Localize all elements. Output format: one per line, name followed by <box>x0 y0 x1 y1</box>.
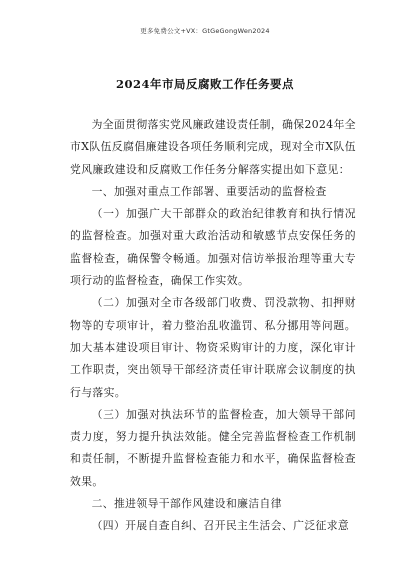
paragraph-intro: 为全面贯彻落实党风廉政建设责任制，确保2024年全市X队伍反腐倡廉建设各项任务顺利完成，现对全市X队伍党风廉政建设和反腐败工作任务分解落实提出如下意见： <box>70 118 356 176</box>
document-body <box>70 114 356 538</box>
paragraph-item-1: （一）加强广大干部群众的政治纪律教育和执行情况的监督检查。加强对重大政治活动和敏感节点安保任务的监督检查，确保警令畅通。加强对信访举报治理等重大专项行动的监督检查，确保工作实效。 <box>70 207 356 288</box>
document-title: 2024年市局反腐败工作任务要点 <box>115 77 294 91</box>
paragraph-item-4: （四）开展自查自纠、召开民主生活会、广泛征求意 <box>91 519 350 533</box>
section-heading-1: 一、加强对重点工作部署、重要活动的监督检查 <box>91 184 327 198</box>
paragraph-item-3: （三）加强对执法环节的监督检查，加大领导干部问责力度，努力提升执法效能。健全完善监督检查工作机制和责任制，不断提升监督检查能力和水平，确保监督检查效果。 <box>70 407 356 488</box>
paragraph-item-2: （二）加强对全市各级部门收费、罚没款物、扣押财物等的专项审计，着力整治乱收滥罚、私分挪用等问题。加大基本建设项目审计、物资采购审计的力度，深化审计工作职责，突出领导干部经济责任审计联席会议制度的执行与落实。 <box>70 296 356 399</box>
header-note: 更多免费公文+VX：GtGeGongWen2024 <box>140 27 270 35</box>
section-heading-2: 二、推进领导干部作风建设和廉洁自律 <box>91 497 282 511</box>
